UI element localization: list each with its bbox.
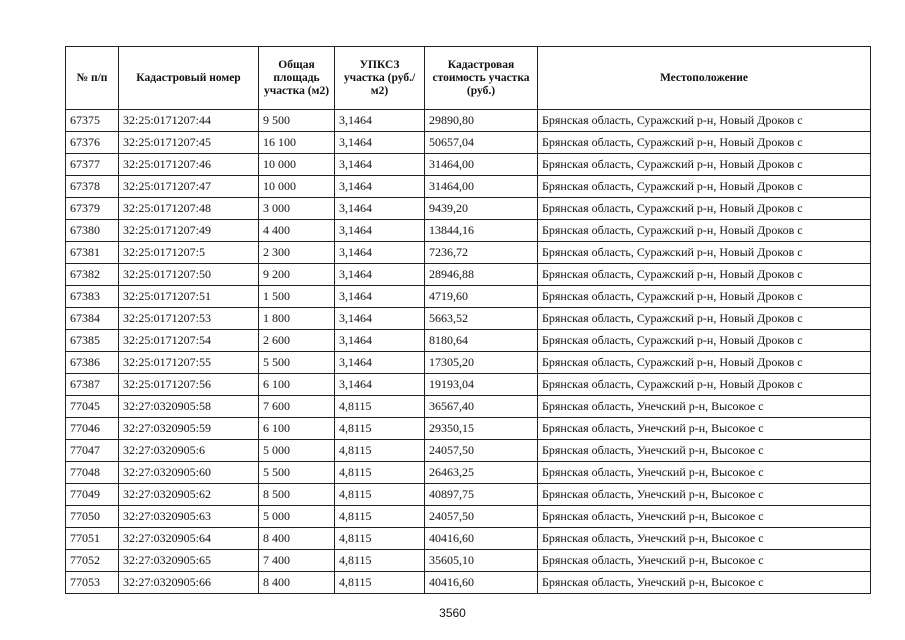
- cell-location: Брянская область, Суражский р-н, Новый Дроков с: [538, 132, 871, 154]
- table-row: [66, 330, 871, 352]
- cell-upksz: 4,8115: [335, 440, 425, 462]
- cell-area: 8 400: [259, 528, 335, 550]
- cell-upksz: 4,8115: [335, 418, 425, 440]
- table-row: [66, 308, 871, 330]
- table-row: [66, 176, 871, 198]
- cell-cadastral-value: 24057,50: [425, 506, 538, 528]
- cell-upksz: 3,1464: [335, 132, 425, 154]
- cell-area: 5 500: [259, 352, 335, 374]
- cell-upksz: 3,1464: [335, 242, 425, 264]
- cell-number: 67384: [66, 308, 119, 330]
- cell-cadastral-value: 50657,04: [425, 132, 538, 154]
- cell-location: Брянская область, Унечский р-н, Высокое с: [538, 418, 871, 440]
- cell-cadastral-number: 32:25:0171207:48: [119, 198, 259, 220]
- cell-cadastral-number: 32:25:0171207:5: [119, 242, 259, 264]
- cell-area: 7 400: [259, 550, 335, 572]
- header-upksz: УПКСЗ участка (руб./м2): [335, 47, 425, 110]
- cell-location: Брянская область, Унечский р-н, Высокое с: [538, 462, 871, 484]
- cadastral-table: [65, 46, 871, 594]
- cell-location: Брянская область, Суражский р-н, Новый Дроков с: [538, 374, 871, 396]
- table-row: [66, 154, 871, 176]
- cell-upksz: 3,1464: [335, 330, 425, 352]
- cell-area: 1 800: [259, 308, 335, 330]
- cell-upksz: 3,1464: [335, 374, 425, 396]
- cell-cadastral-value: 31464,00: [425, 154, 538, 176]
- cell-number: 77049: [66, 484, 119, 506]
- table-row: [66, 506, 871, 528]
- cell-upksz: 4,8115: [335, 550, 425, 572]
- table-row: [66, 374, 871, 396]
- cell-cadastral-number: 32:25:0171207:56: [119, 374, 259, 396]
- cell-location: Брянская область, Унечский р-н, Высокое с: [538, 528, 871, 550]
- cell-cadastral-number: 32:25:0171207:44: [119, 110, 259, 132]
- cell-upksz: 3,1464: [335, 308, 425, 330]
- cell-area: 8 500: [259, 484, 335, 506]
- cell-cadastral-number: 32:27:0320905:63: [119, 506, 259, 528]
- cell-number: 67380: [66, 220, 119, 242]
- cell-cadastral-value: 31464,00: [425, 176, 538, 198]
- cell-cadastral-number: 32:27:0320905:60: [119, 462, 259, 484]
- cell-upksz: 4,8115: [335, 484, 425, 506]
- cell-cadastral-value: 35605,10: [425, 550, 538, 572]
- cell-area: 10 000: [259, 176, 335, 198]
- cell-upksz: 3,1464: [335, 286, 425, 308]
- cell-location: Брянская область, Суражский р-н, Новый Дроков с: [538, 110, 871, 132]
- cell-cadastral-number: 32:25:0171207:46: [119, 154, 259, 176]
- cell-cadastral-value: 8180,64: [425, 330, 538, 352]
- table-row: [66, 198, 871, 220]
- table-row: [66, 132, 871, 154]
- cell-area: 6 100: [259, 374, 335, 396]
- cell-cadastral-value: 36567,40: [425, 396, 538, 418]
- cell-number: 67376: [66, 132, 119, 154]
- table-row: [66, 484, 871, 506]
- table-row: [66, 440, 871, 462]
- cell-area: 9 200: [259, 264, 335, 286]
- cell-location: Брянская область, Суражский р-н, Новый Дроков с: [538, 286, 871, 308]
- page-number: 3560: [439, 606, 466, 620]
- cell-cadastral-number: 32:25:0171207:47: [119, 176, 259, 198]
- cell-location: Брянская область, Унечский р-н, Высокое с: [538, 572, 871, 594]
- cell-number: 67383: [66, 286, 119, 308]
- table-row: [66, 550, 871, 572]
- cell-number: 77053: [66, 572, 119, 594]
- table-row: [66, 352, 871, 374]
- cell-cadastral-value: 9439,20: [425, 198, 538, 220]
- cell-number: 67378: [66, 176, 119, 198]
- cell-cadastral-value: 4719,60: [425, 286, 538, 308]
- table-row: [66, 286, 871, 308]
- cell-cadastral-number: 32:25:0171207:53: [119, 308, 259, 330]
- cell-cadastral-number: 32:25:0171207:45: [119, 132, 259, 154]
- cell-cadastral-value: 17305,20: [425, 352, 538, 374]
- table-row: [66, 242, 871, 264]
- cell-upksz: 3,1464: [335, 110, 425, 132]
- cell-area: 3 000: [259, 198, 335, 220]
- cell-number: 67385: [66, 330, 119, 352]
- cell-upksz: 4,8115: [335, 528, 425, 550]
- cell-location: Брянская область, Суражский р-н, Новый Дроков с: [538, 154, 871, 176]
- cell-cadastral-number: 32:25:0171207:49: [119, 220, 259, 242]
- header-area: Общая площадь участка (м2): [259, 47, 335, 110]
- cell-upksz: 4,8115: [335, 462, 425, 484]
- cell-upksz: 3,1464: [335, 198, 425, 220]
- cell-number: 77048: [66, 462, 119, 484]
- cell-area: 8 400: [259, 572, 335, 594]
- table-body: [66, 110, 871, 594]
- cell-cadastral-value: 28946,88: [425, 264, 538, 286]
- cell-location: Брянская область, Унечский р-н, Высокое с: [538, 440, 871, 462]
- cell-cadastral-value: 24057,50: [425, 440, 538, 462]
- table-row: [66, 528, 871, 550]
- cell-cadastral-number: 32:27:0320905:58: [119, 396, 259, 418]
- cell-number: 77047: [66, 440, 119, 462]
- cell-cadastral-number: 32:25:0171207:55: [119, 352, 259, 374]
- cell-upksz: 3,1464: [335, 176, 425, 198]
- cell-number: 67379: [66, 198, 119, 220]
- cell-cadastral-number: 32:25:0171207:51: [119, 286, 259, 308]
- cell-number: 67387: [66, 374, 119, 396]
- cell-upksz: 3,1464: [335, 220, 425, 242]
- cell-number: 77051: [66, 528, 119, 550]
- cell-area: 5 000: [259, 506, 335, 528]
- cell-upksz: 3,1464: [335, 264, 425, 286]
- cell-number: 67377: [66, 154, 119, 176]
- cell-location: Брянская область, Унечский р-н, Высокое с: [538, 396, 871, 418]
- cell-location: Брянская область, Суражский р-н, Новый Дроков с: [538, 264, 871, 286]
- table-row: [66, 264, 871, 286]
- cell-area: 1 500: [259, 286, 335, 308]
- cell-number: 77052: [66, 550, 119, 572]
- cell-cadastral-value: 40416,60: [425, 528, 538, 550]
- cell-location: Брянская область, Суражский р-н, Новый Дроков с: [538, 220, 871, 242]
- cell-cadastral-value: 29890,80: [425, 110, 538, 132]
- cell-cadastral-value: 19193,04: [425, 374, 538, 396]
- cell-number: 77050: [66, 506, 119, 528]
- cell-area: 7 600: [259, 396, 335, 418]
- cell-cadastral-value: 40416,60: [425, 572, 538, 594]
- cell-number: 77045: [66, 396, 119, 418]
- cell-number: 67381: [66, 242, 119, 264]
- table-header-row: [66, 47, 871, 110]
- header-cadastral-number: Кадастровый номер: [119, 47, 259, 110]
- cell-cadastral-value: 29350,15: [425, 418, 538, 440]
- header-number: № п/п: [66, 47, 119, 110]
- cell-cadastral-number: 32:27:0320905:64: [119, 528, 259, 550]
- cell-location: Брянская область, Суражский р-н, Новый Дроков с: [538, 308, 871, 330]
- cell-area: 10 000: [259, 154, 335, 176]
- table-row: [66, 220, 871, 242]
- cell-number: 67375: [66, 110, 119, 132]
- cell-location: Брянская область, Унечский р-н, Высокое с: [538, 550, 871, 572]
- cell-area: 6 100: [259, 418, 335, 440]
- cell-upksz: 3,1464: [335, 154, 425, 176]
- cell-number: 67382: [66, 264, 119, 286]
- cell-cadastral-number: 32:25:0171207:50: [119, 264, 259, 286]
- cell-cadastral-number: 32:27:0320905:6: [119, 440, 259, 462]
- cell-cadastral-value: 5663,52: [425, 308, 538, 330]
- cell-area: 5 500: [259, 462, 335, 484]
- cell-number: 77046: [66, 418, 119, 440]
- cell-area: 2 600: [259, 330, 335, 352]
- cell-area: 9 500: [259, 110, 335, 132]
- cell-area: 2 300: [259, 242, 335, 264]
- cell-upksz: 4,8115: [335, 572, 425, 594]
- cell-cadastral-number: 32:27:0320905:66: [119, 572, 259, 594]
- table-row: [66, 110, 871, 132]
- cell-cadastral-value: 40897,75: [425, 484, 538, 506]
- cell-number: 67386: [66, 352, 119, 374]
- cell-cadastral-number: 32:25:0171207:54: [119, 330, 259, 352]
- cell-upksz: 4,8115: [335, 506, 425, 528]
- table-row: [66, 418, 871, 440]
- cell-location: Брянская область, Унечский р-н, Высокое с: [538, 506, 871, 528]
- cell-upksz: 3,1464: [335, 352, 425, 374]
- header-cadastral-value: Кадастровая стоимость участка (руб.): [425, 47, 538, 110]
- cell-area: 16 100: [259, 132, 335, 154]
- cell-cadastral-number: 32:27:0320905:65: [119, 550, 259, 572]
- table-row: [66, 396, 871, 418]
- cell-area: 5 000: [259, 440, 335, 462]
- cell-location: Брянская область, Унечский р-н, Высокое с: [538, 484, 871, 506]
- cell-cadastral-value: 7236,72: [425, 242, 538, 264]
- table-row: [66, 572, 871, 594]
- cell-area: 4 400: [259, 220, 335, 242]
- cell-cadastral-value: 13844,16: [425, 220, 538, 242]
- cell-cadastral-number: 32:27:0320905:59: [119, 418, 259, 440]
- cell-location: Брянская область, Суражский р-н, Новый Дроков с: [538, 330, 871, 352]
- cell-cadastral-number: 32:27:0320905:62: [119, 484, 259, 506]
- cell-location: Брянская область, Суражский р-н, Новый Дроков с: [538, 176, 871, 198]
- cell-location: Брянская область, Суражский р-н, Новый Дроков с: [538, 242, 871, 264]
- header-location: Местоположение: [538, 47, 871, 110]
- cell-location: Брянская область, Суражский р-н, Новый Дроков с: [538, 352, 871, 374]
- table-row: [66, 462, 871, 484]
- cell-location: Брянская область, Суражский р-н, Новый Дроков с: [538, 198, 871, 220]
- cell-upksz: 4,8115: [335, 396, 425, 418]
- cell-cadastral-value: 26463,25: [425, 462, 538, 484]
